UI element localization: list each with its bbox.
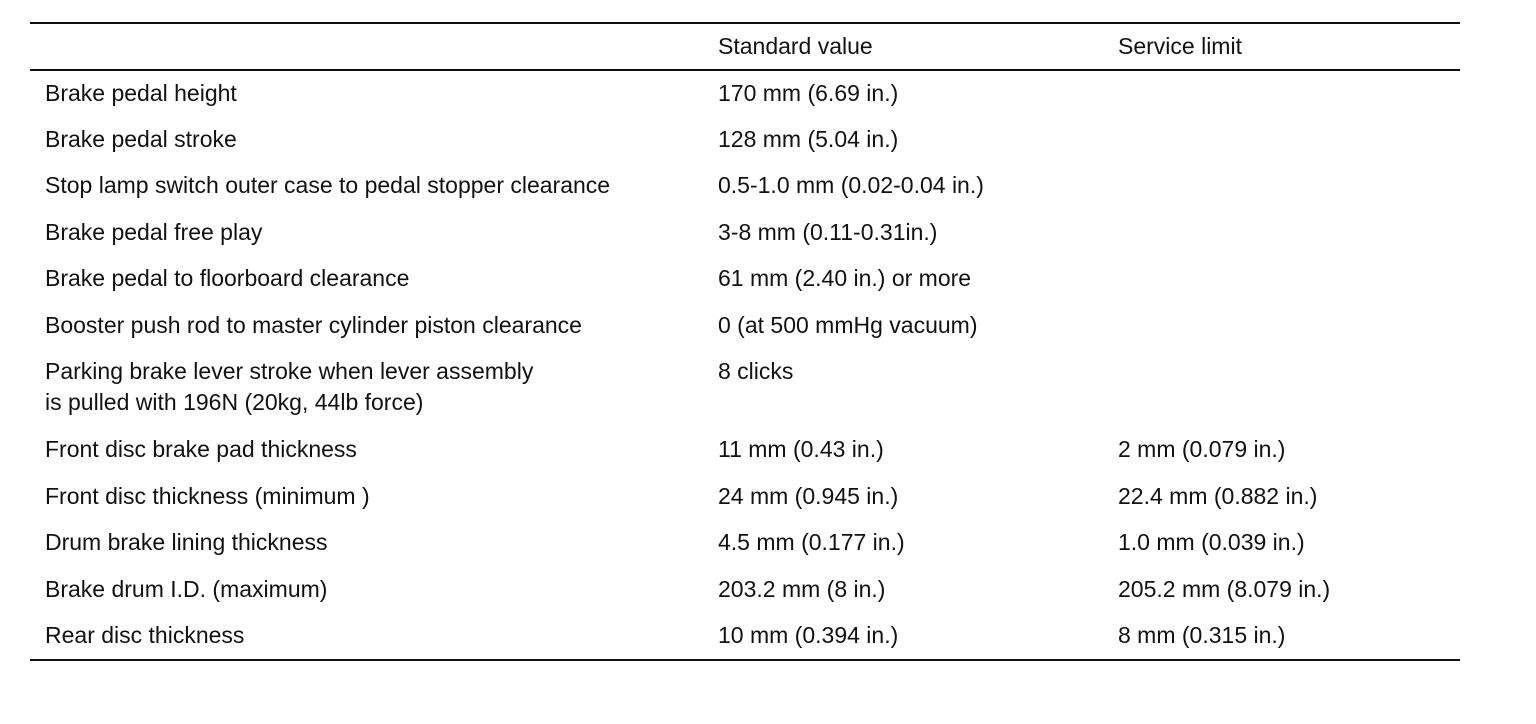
header-service-limit: Service limit bbox=[1118, 33, 1242, 59]
table-row bbox=[30, 210, 1460, 257]
row-item: Brake pedal stroke bbox=[45, 125, 237, 152]
table-row bbox=[30, 520, 1460, 567]
row-item: Brake pedal free play bbox=[45, 218, 263, 245]
row-item: Rear disc thickness bbox=[45, 622, 245, 648]
table-row bbox=[30, 349, 1460, 427]
row-service-limit: 22.4 mm (0.882 in.) bbox=[1118, 482, 1318, 509]
table-row bbox=[30, 70, 1460, 117]
row-service-limit: 205.2 mm (8.079 in.) bbox=[1118, 575, 1331, 602]
row-standard-value: 8 clicks bbox=[718, 358, 794, 384]
row-item: Brake drum I.D. (maximum) bbox=[45, 575, 328, 602]
row-item: Parking brake lever stroke when lever assembly is pulled with 196N (20kg, 44lb force) bbox=[45, 358, 534, 415]
table-row bbox=[30, 256, 1460, 303]
row-item: Brake pedal height bbox=[45, 80, 237, 106]
table-row bbox=[30, 163, 1460, 210]
row-service-limit bbox=[1118, 117, 1460, 164]
row-standard-value: 203.2 mm (8 in.) bbox=[718, 575, 886, 602]
row-item: Front disc brake pad thickness bbox=[45, 436, 357, 462]
header-standard-value: Standard value bbox=[718, 33, 873, 59]
row-service-limit bbox=[1118, 256, 1460, 303]
row-item: Booster push rod to master cylinder piston clearance bbox=[45, 311, 582, 338]
row-standard-value: 4.5 mm (0.177 in.) bbox=[718, 529, 905, 555]
row-standard-value: 0.5-1.0 mm (0.02-0.04 in.) bbox=[718, 172, 984, 198]
row-standard-value: 3-8 mm (0.11-0.31in.) bbox=[718, 218, 938, 245]
row-service-limit bbox=[1118, 163, 1460, 210]
brake-specifications-table bbox=[30, 22, 1460, 661]
table-row bbox=[30, 613, 1460, 660]
row-item: Brake pedal to floorboard clearance bbox=[45, 265, 410, 291]
row-standard-value: 61 mm (2.40 in.) or more bbox=[718, 265, 972, 291]
table-row bbox=[30, 474, 1460, 521]
row-standard-value: 170 mm (6.69 in.) bbox=[718, 80, 899, 106]
table-row bbox=[30, 117, 1460, 164]
row-item: Stop lamp switch outer case to pedal stopper clearance bbox=[45, 172, 611, 198]
table-row bbox=[30, 567, 1460, 614]
row-service-limit: 8 mm (0.315 in.) bbox=[1118, 622, 1286, 648]
row-standard-value: 0 (at 500 mmHg vacuum) bbox=[718, 311, 978, 338]
row-standard-value: 24 mm (0.945 in.) bbox=[718, 482, 899, 509]
table-row bbox=[30, 303, 1460, 350]
row-service-limit: 2 mm (0.079 in.) bbox=[1118, 436, 1286, 462]
table-header-row bbox=[30, 23, 1460, 70]
row-service-limit bbox=[1118, 303, 1460, 350]
row-standard-value: 128 mm (5.04 in.) bbox=[718, 125, 899, 152]
row-item: Drum brake lining thickness bbox=[45, 529, 328, 555]
row-standard-value: 10 mm (0.394 in.) bbox=[718, 622, 899, 648]
row-service-limit bbox=[1118, 70, 1460, 117]
row-service-limit bbox=[1118, 349, 1460, 427]
row-item: Front disc thickness (minimum ) bbox=[45, 482, 370, 509]
row-service-limit: 1.0 mm (0.039 in.) bbox=[1118, 529, 1305, 555]
row-service-limit bbox=[1118, 210, 1460, 257]
table-row bbox=[30, 427, 1460, 474]
row-standard-value: 11 mm (0.43 in.) bbox=[718, 436, 884, 462]
header-item bbox=[30, 23, 718, 70]
